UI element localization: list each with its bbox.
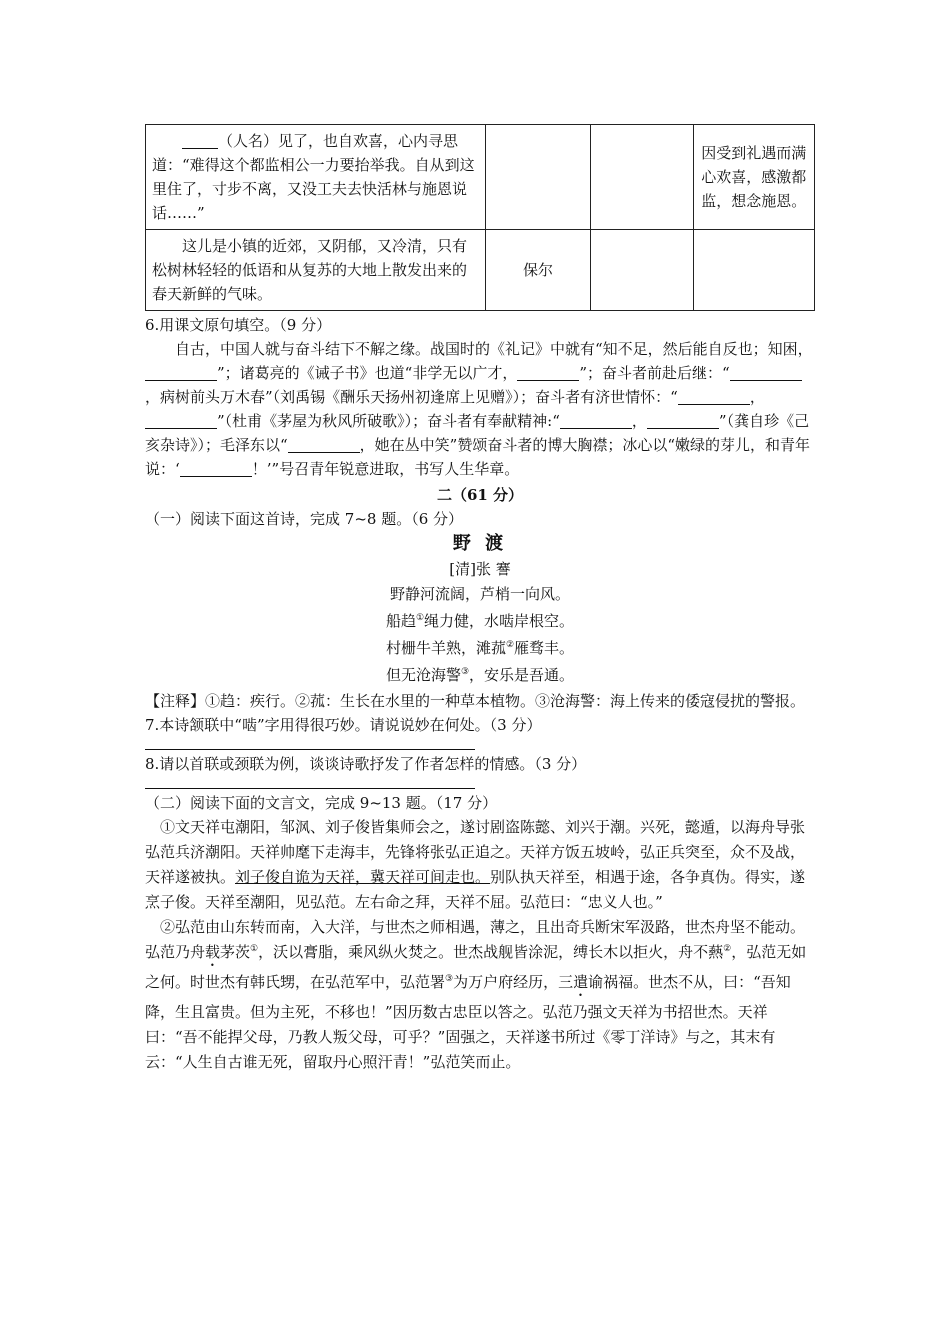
excerpt-text: （人名）见了，也自欢喜，心内寻思道：“难得这个都监相公一力要抬举我。自从到这里住了，寸步不离，又没工夫去快活林与施恩说话……”: [152, 132, 475, 222]
answer-line[interactable]: [145, 776, 475, 789]
table-row: [146, 125, 815, 230]
question-8: 8.请以首联或颈联为例，谈谈诗歌抒发了作者怎样的情感。（3 分）: [145, 755, 587, 773]
passage-paragraph-2: ②弘范由山东转而南，入大洋，与世杰之师相遇，薄之，且出奇兵断宋军汲路，世杰舟坚不能动。弘范乃舟载茅茨①，沃以膏脂，乘风纵火焚之。世杰战舰皆涂泥，缚长木以拒火，舟不爇②，弘范无如之何。时世杰有韩氏甥，在弘范军中，弘范署③为万户府经历，三遣谕祸福。世杰不从，曰：“吾知降，生且富贵。但为主死，不移也！”因历数古忠臣以答之。弘范乃强文天祥为书招世杰。天祥曰：“吾不能捍父母，乃教人叛父母，可乎？”固强之，天祥遂书所过《零丁洋诗》与之，其末有云：“人生自古谁无死，留取丹心照汗青！”弘范笑而止。: [145, 918, 807, 1071]
exam-page: [145, 124, 815, 1075]
table-cell-feeling: 因受到礼遇而满心欢喜，感激都监，想念施恩。: [693, 125, 814, 230]
part-1-intro: （一）阅读下面这首诗，完成 7~8 题。（6 分）: [145, 510, 464, 528]
poem-author: [清]张 謇: [449, 560, 511, 578]
reading-table: [145, 124, 815, 311]
fill-blank[interactable]: [180, 460, 252, 477]
poem-title: 野 渡: [452, 533, 508, 554]
fill-blank[interactable]: [145, 364, 217, 381]
poem-line: 但无沧海警③，安乐是吾通。: [385, 666, 575, 684]
table-cell-feeling[interactable]: [693, 230, 814, 311]
question-6-body: 自古，中国人就与奋斗结下不解之缘。战国时的《礼记》中就有“知不足，然后能自反也；知困，”；诸葛亮的《诫子书》也道“非学无以广才， ”；奋斗者前赴后继：“，病树前头万木春”（刘禹锡《酬乐天扬州初逢席上见赠》）；奋斗者有济世情怀：“ ，”（杜甫《茅屋为秋风所破歌》）；奋斗者有奉献精神:“ ， ”（龚自珍《己亥杂诗》）；毛泽东以“ ，她在丛中笑”赞颂奋斗者的博大胸襟；冰心以“嫩绿的芽儿，和青年说：‘ ！’”号召青年锐意进取，书写人生华章。: [145, 340, 813, 478]
answer-line[interactable]: [145, 737, 475, 750]
fill-blank[interactable]: [288, 436, 360, 453]
poem-line: 野静河流阔，芦梢一向风。: [389, 585, 570, 603]
table-cell-excerpt: [146, 125, 486, 230]
name-blank[interactable]: [182, 132, 218, 149]
question-6-heading: 6.用课文原句填空。（9 分）: [145, 316, 332, 334]
fill-blank[interactable]: [560, 412, 632, 429]
section-title: 二（61 分）: [436, 486, 524, 504]
dotted-word: 载: [205, 943, 221, 961]
table-row: [146, 230, 815, 311]
fill-blank[interactable]: [145, 412, 217, 429]
fill-blank[interactable]: [517, 364, 579, 381]
dotted-word: 遣: [573, 973, 589, 991]
part-2-intro: （二）阅读下面的文言文，完成 9~13 题。（17 分）: [145, 794, 498, 812]
poem-line: 村栅牛羊熟，滩菰②雁骛丰。: [385, 639, 575, 657]
underlined-sentence: 刘子俊自诡为天祥，冀天祥可间走也。: [235, 868, 491, 886]
table-cell-source[interactable]: [590, 125, 693, 230]
question-7: 7.本诗颔联中“啮”字用得很巧妙。请说说妙在何处。（3 分）: [145, 716, 542, 734]
table-cell-excerpt: 这儿是小镇的近郊，又阴郁，又冷清，只有松树林轻轻的低语和从复苏的大地上散发出来的春天新鲜的气味。: [146, 230, 486, 311]
table-cell-source[interactable]: [590, 230, 693, 311]
poem-line: 船趋①绳力健，水啮岸根空。: [385, 612, 575, 630]
fill-blank[interactable]: [678, 388, 750, 405]
table-cell-character[interactable]: [486, 125, 591, 230]
fill-blank[interactable]: [647, 412, 719, 429]
table-cell-character: 保尔: [486, 230, 591, 311]
fill-blank[interactable]: [730, 364, 802, 381]
poem-notes: 【注释】①趋：疾行。②菰：生长在水里的一种草本植物。③沧海警：海上传来的倭寇侵扰的警报。: [145, 692, 806, 710]
passage-paragraph-1: ①文天祥屯潮阳，邹沨、刘子俊皆集师会之，遂讨剧盗陈懿、刘兴于潮。兴死，懿遁，以海舟导张弘范兵济潮阳。天祥帅麾下走海丰，先锋将张弘正追之。天祥方饭五坡岭，弘正兵突至，众不及战，天祥遂被执。刘子俊自诡为天祥，冀天祥可间走也。别队执天祥至，相遇于途，各争真伪。得实，遂烹子俊。天祥至潮阳，见弘范。左右命之拜，天祥不屈。弘范曰：“忠义人也。”: [145, 818, 806, 911]
